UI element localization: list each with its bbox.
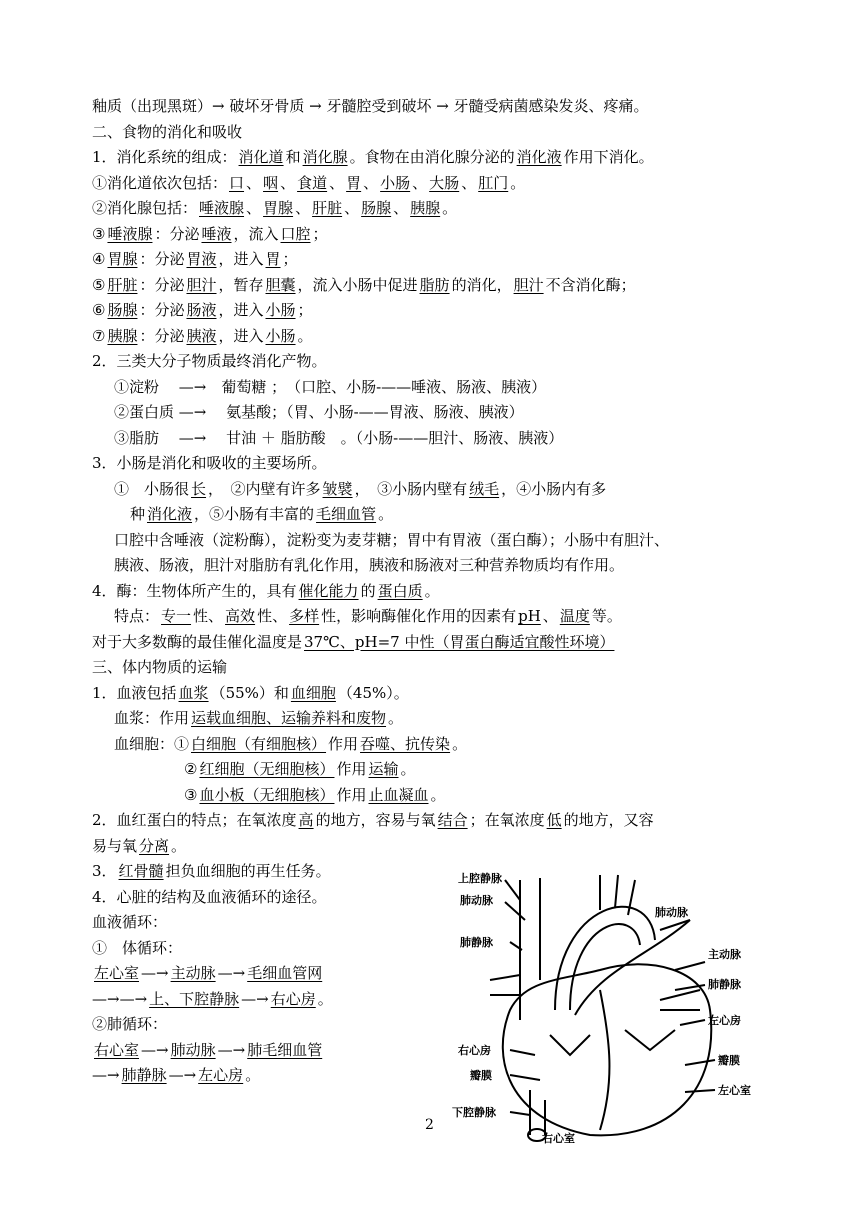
- label-valve-left: 瓣膜: [470, 1069, 492, 1082]
- label-valve-right: 瓣膜: [718, 1054, 740, 1067]
- pulmonary-artery-vessel: [575, 920, 690, 1015]
- pulmonary-circulation-path: —→ 肺静脉 —→ 左心房 。: [92, 1066, 261, 1084]
- heart-diagram: [450, 860, 780, 1145]
- text-line: ③脂肪 —→ 甘油 ＋ 脂肪酸 。（小肠-——胆汁、肠液、胰液）: [114, 428, 564, 447]
- text-line: ⑦ 胰腺 ：分泌 胰液 ，进入 小肠 。: [92, 326, 313, 345]
- label-pulmonary-artery-top: 肺动脉: [460, 894, 493, 907]
- text-line: ② 红细胞（无细胞核） 作用 运输 。: [184, 760, 416, 778]
- label-aorta: 主动脉: [708, 948, 741, 961]
- text-line: 胰液、肠液，胆汁对脂肪有乳化作用，胰液和肠液对三种营养物质均有作用。: [114, 556, 625, 574]
- label-pulmonary-artery: 肺动脉: [655, 906, 688, 919]
- page-number: 2: [425, 1117, 434, 1133]
- label-right-ventricle: 右心室: [542, 1132, 575, 1145]
- label-left-ventricle: 左心室: [718, 1084, 751, 1097]
- text-line: ④ 胃腺 ：分泌 胃液 ，进入 胃 ；: [92, 250, 298, 268]
- text-line: ① 小肠很 长 ， ②内壁有许多 皱襞 ， ③小肠内壁有 绒毛 ，④小肠内有多: [114, 479, 607, 498]
- digestive-tract-list: ①消化道依次包括： 口 、 咽 、 食道 、 胃 、 小肠 、 大肠 、 肛门 。: [92, 173, 526, 192]
- text-line: 种 消化液 ，⑤小肠有丰富的 毛细血管 。: [130, 505, 394, 523]
- text-line: 血细胞：① 白细胞（有细胞核） 作用 吞噬、抗传染 。: [114, 734, 468, 753]
- text-line: 特点： 专一 性、 高效 性、 多样 性，影响酶催化作用的因素有 pH 、 温度 等。: [114, 607, 622, 625]
- text-line: 口腔中含唾液（淀粉酶），淀粉变为麦芽糖；胃中有胃液（蛋白酶）；小肠中有胆汁、: [114, 530, 670, 549]
- text-line: ③ 唾液腺 ：分泌 唾液 ，流入 口腔 ；: [92, 224, 328, 243]
- text-line: ① 体循环：: [92, 938, 183, 957]
- text-line: 4．心脏的结构及血液循环的途径。: [92, 887, 327, 906]
- text-line: ⑤ 肝脏 ：分泌 胆汁 ，暂存 胆囊 ，流入小肠中促进 脂肪 的消化， 胆汁 不含消化酶；: [92, 275, 636, 294]
- text-line: ③ 血小板（无细胞核） 作用 止血凝血 。: [184, 785, 446, 804]
- text-line: ②蛋白质 —→ 氨基酸；（胃、小肠-——胃液、肠液、胰液）: [114, 403, 524, 421]
- label-pulmonary-vein-left: 肺静脉: [460, 936, 493, 949]
- text-line: 对于大多数酶的最佳催化温度是 37℃、pH=7 中性（胃蛋白酶适宜酸性环境）: [92, 632, 615, 651]
- text-line: 4．酶：生物体所产生的，具有 催化能力 的 蛋白质 。: [92, 581, 440, 600]
- text-line: 2．血红蛋白的特点；在氧浓度 高 的地方，容易与氧 结合 ；在氧浓度 低 的地方，又容: [92, 811, 654, 829]
- text-line: 血液循环：: [92, 913, 168, 931]
- text-line: 1．血液包括 血浆 （55%）和 血细胞 （45%）。: [92, 683, 409, 702]
- digestive-gland-list: ②消化腺包括： 唾液腺 、 胃腺 、 肝脏 、 肠腺 、 胰腺 。: [92, 199, 458, 217]
- section-heading: 三、体内物质的运输: [92, 658, 228, 676]
- label-left-atrium: 左心房: [708, 1014, 741, 1027]
- text-line: 3． 红骨髓 担负血细胞的再生任务。: [92, 862, 331, 880]
- text-line: 1．消化系统的组成： 消化道 和 消化腺 。食物在由消化腺分泌的 消化液 作用下消化。: [92, 148, 654, 166]
- pulmonary-circulation-path: 右心室 —→ 肺动脉 —→ 肺毛细血管: [94, 1040, 323, 1059]
- text-line: 血浆：作用 运载血细胞、运输养料和废物 。: [114, 709, 404, 727]
- text-line: ①淀粉 —→ 葡萄糖 ； （口腔、小肠-——唾液、肠液、胰液）: [114, 377, 547, 396]
- text-line: 釉质（出现黑斑）→ 破坏牙骨质 → 牙髓腔受到破坏 → 牙髓受病菌感染发炎、疼痛。: [92, 97, 649, 115]
- label-pulmonary-vein-right: 肺静脉: [708, 978, 741, 991]
- text-line: 2．三类大分子物质最终消化产物。: [92, 352, 327, 370]
- section-heading: 二、食物的消化和吸收: [92, 122, 243, 141]
- systemic-circulation-path: 左心室 —→ 主动脉 —→ 毛细血管网: [94, 964, 323, 982]
- label-right-atrium: 右心房: [458, 1044, 491, 1057]
- systemic-circulation-path: —→—→ 上、下腔静脉 —→ 右心房 。: [92, 989, 333, 1008]
- text-line: ⑥ 肠腺 ：分泌 肠液 ，进入 小肠 ；: [92, 301, 313, 319]
- label-ivc: 下腔静脉: [452, 1106, 496, 1119]
- text-line: 3．小肠是消化和吸收的主要场所。: [92, 454, 327, 472]
- text-line: 易与氧 分离 。: [92, 836, 187, 855]
- text-line: ②肺循环：: [92, 1015, 168, 1033]
- label-svc: 上腔静脉: [458, 872, 502, 885]
